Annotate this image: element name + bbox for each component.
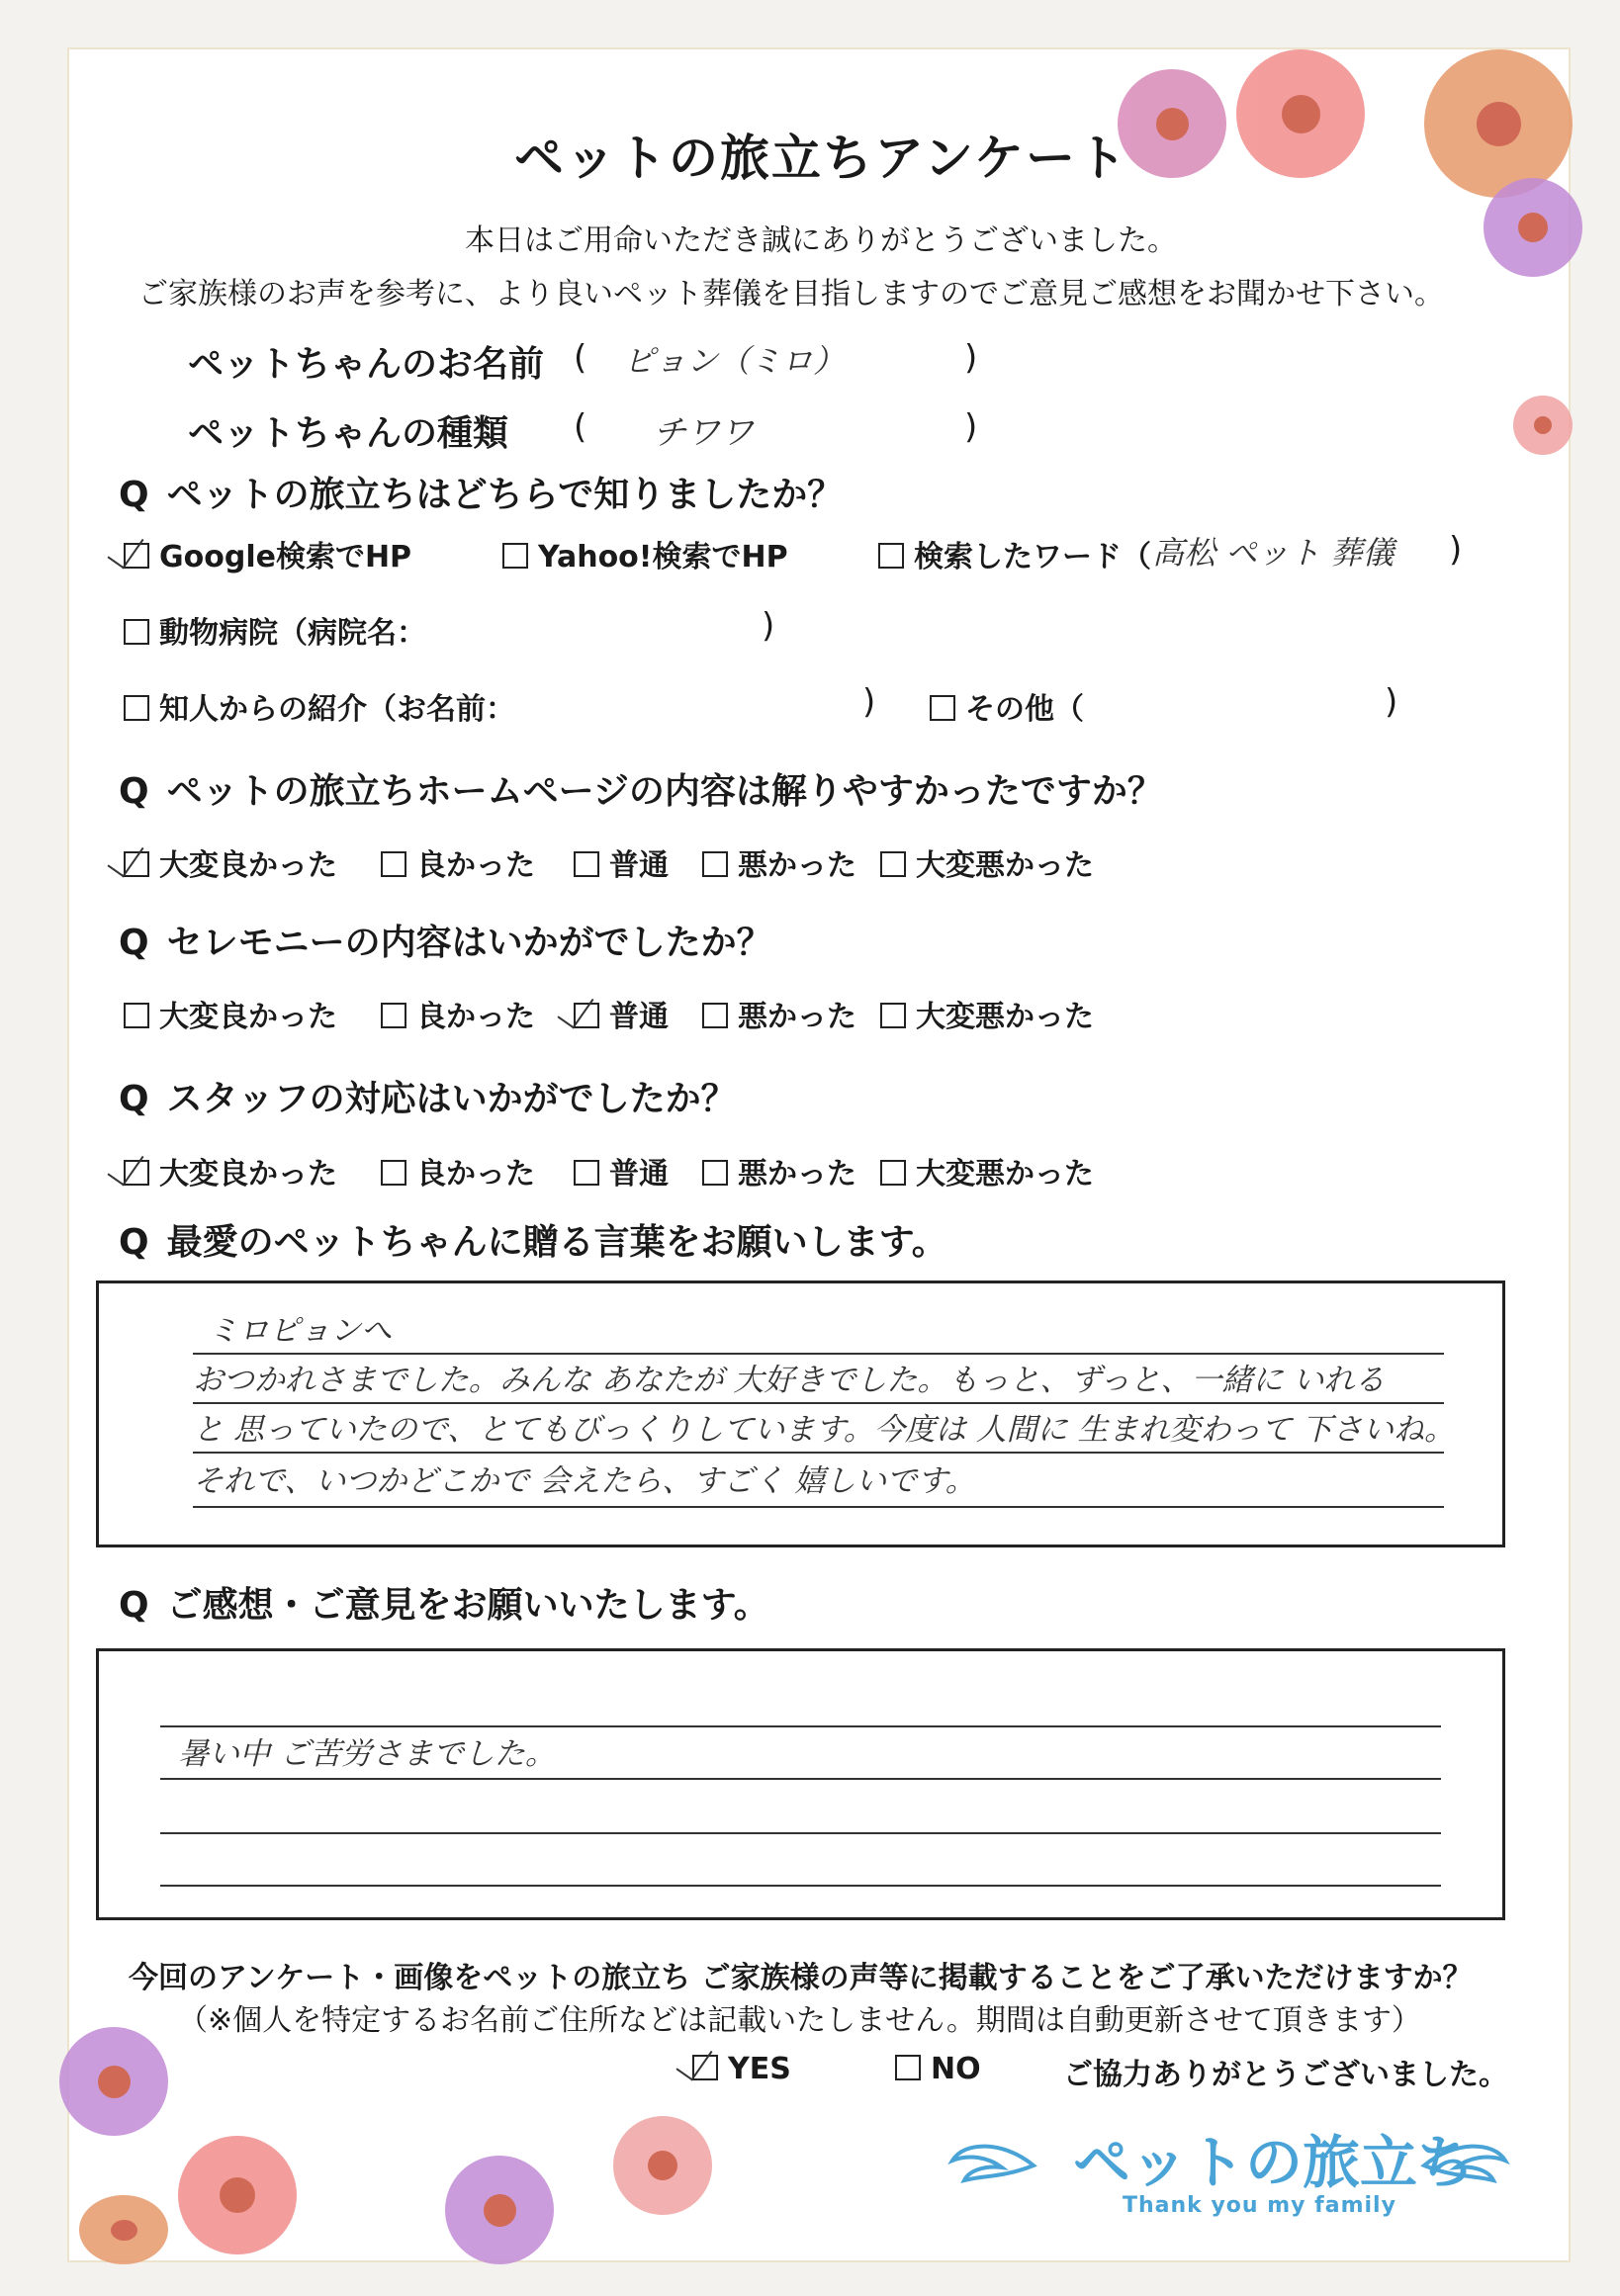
q2-option[interactable] (124, 840, 337, 884)
checkbox[interactable] (502, 543, 528, 569)
q1-search-word-label: 検索したワード（ (914, 540, 1151, 574)
checkbox[interactable] (702, 851, 728, 877)
q2-option[interactable] (880, 840, 1094, 884)
q4-option-label: 普通 (609, 1157, 669, 1192)
q4-option[interactable] (381, 1149, 535, 1192)
checkbox-checked[interactable] (692, 2055, 718, 2080)
q3-option-label: 普通 (609, 1000, 669, 1034)
checkbox[interactable] (381, 1003, 406, 1028)
ruled-line (160, 1885, 1441, 1887)
flower-decoration (1513, 396, 1573, 455)
wing-left-icon (945, 2136, 1043, 2195)
q2-question: ペットの旅立ちホームページの内容は解りやすかったですか？ (166, 771, 1163, 812)
q5-question: 最愛のペットちゃんに贈る言葉をお願いします。 (166, 1222, 947, 1263)
q1-option-hospital[interactable] (124, 608, 426, 652)
consent-yes-label: YES (728, 2052, 791, 2086)
q2-option-label: 大変良かった (159, 848, 337, 883)
q5-line-2: おつかれさまでした。みんな あなたが 大好きでした。もっと、ずっと、一緒に いれる (193, 1363, 1386, 1398)
checkbox[interactable] (124, 619, 149, 645)
paren-close: ) (862, 682, 876, 722)
q3-option[interactable] (702, 992, 856, 1035)
q1-other-label: その他（ (965, 692, 1084, 727)
q3-heading: Q セレモニーの内容はいかがでしたか？ (119, 923, 772, 963)
checkbox-checked[interactable] (124, 851, 149, 877)
checkbox[interactable] (381, 1160, 406, 1186)
q4-heading: Q スタッフの対応はいかがでしたか？ (119, 1079, 737, 1119)
q4-question: スタッフの対応はいかがでしたか？ (166, 1079, 737, 1119)
checkbox[interactable] (702, 1160, 728, 1186)
checkbox-checked[interactable] (574, 1003, 599, 1028)
flower-decoration (1236, 49, 1365, 178)
q1-option-google[interactable] (124, 532, 411, 575)
checkbox[interactable] (880, 1003, 906, 1028)
q3-option-label: 悪かった (738, 1000, 856, 1034)
q5-line-3: と 思っていたので、とてもびっくりしています。今度は 人間に 生まれ変わって 下さいね。 (193, 1412, 1456, 1448)
q4-option[interactable] (702, 1149, 856, 1192)
q2-option-label: 悪かった (738, 848, 856, 883)
q4-option-label: 悪かった (738, 1157, 856, 1192)
intro-line-2: ご家族様のお声を参考に、より良いペット葬儀を目指しますのでご意見ご感想をお聞かせ下さい。 (138, 277, 1444, 311)
q5-line-4: それで、いつかどこかで 会えたら、すごく 嬉しいです。 (193, 1463, 976, 1499)
flower-decoration (59, 2027, 168, 2136)
q6-heading: Q ご感想・ご意見をお願いいたします。 (119, 1585, 769, 1626)
q6-comment-box[interactable] (96, 1648, 1505, 1920)
q3-option[interactable] (381, 992, 535, 1035)
flower-decoration (79, 2195, 168, 2264)
q1-hospital-label: 動物病院（病院名： (159, 616, 426, 651)
q4-option-label: 大変悪かった (916, 1157, 1094, 1192)
q4-option-label: 良かった (416, 1157, 535, 1192)
logo-tagline: Thank you my family (1123, 2193, 1396, 2218)
pet-name-value[interactable]: ピョン（ミロ） (623, 342, 846, 380)
pet-type-label: ペットちゃんの種類 (188, 413, 509, 454)
q1-heading: Q ペットの旅立ちはどちらで知りましたか？ (119, 475, 844, 515)
q4-option-label: 大変良かった (159, 1157, 337, 1192)
q4-option[interactable] (574, 1149, 669, 1192)
ruled-line (160, 1778, 1441, 1780)
checkbox[interactable] (124, 1003, 149, 1028)
pet-type-value[interactable]: チワワ (653, 413, 754, 453)
q1-option-yahoo[interactable] (502, 532, 788, 575)
checkbox[interactable] (574, 851, 599, 877)
flower-decoration (178, 2136, 297, 2254)
q6-line-1: 暑い中 ご苦労さまでした。 (178, 1736, 556, 1772)
q2-option[interactable] (381, 840, 535, 884)
q3-option-label: 大変悪かった (916, 1000, 1094, 1034)
q2-option-label: 普通 (609, 848, 669, 883)
paren-open: ( (574, 338, 587, 378)
checkbox-checked[interactable] (124, 1160, 149, 1186)
q1-option-search-word[interactable] (878, 532, 1151, 575)
consent-note: （※個人を特定するお名前ご住所などは記載いたしません。期間は自動更新させて頂きます） (178, 2003, 1421, 2038)
paren-close: ) (762, 606, 775, 646)
consent-no-label: NO (931, 2052, 981, 2086)
checkbox[interactable] (880, 1160, 906, 1186)
consent-no-option[interactable] (895, 2052, 981, 2086)
paren-close: ) (964, 338, 978, 378)
q1-google-label: Google検索でHP (159, 540, 412, 574)
checkbox[interactable] (124, 695, 149, 721)
checkbox[interactable] (574, 1160, 599, 1186)
checkbox[interactable] (930, 695, 955, 721)
q6-question: ご感想・ご意見をお願いいたします。 (166, 1585, 769, 1626)
ruled-line (160, 1832, 1441, 1834)
page-title: ペットの旅立ちアンケート (514, 130, 1128, 187)
checkbox[interactable] (702, 1003, 728, 1028)
q1-option-other[interactable] (930, 684, 1084, 728)
q2-option[interactable] (702, 840, 856, 884)
q5-heading: Q 最愛のペットちゃんに贈る言葉をお願いします。 (119, 1222, 947, 1263)
q4-option[interactable] (124, 1149, 337, 1192)
checkbox[interactable] (880, 851, 906, 877)
paren-close: ) (1449, 530, 1463, 570)
flower-decoration (1118, 69, 1226, 178)
q3-question: セレモニーの内容はいかがでしたか？ (166, 923, 772, 963)
paren-close: ) (1385, 682, 1398, 722)
q5-message-box[interactable] (96, 1280, 1505, 1547)
consent-yes-option[interactable] (692, 2052, 791, 2086)
q1-option-referral[interactable] (124, 684, 515, 728)
consent-question: 今回のアンケート・画像をペットの旅立ち ご家族様の声等に掲載することをご了承いただけますか？ (129, 1961, 1473, 1995)
q1-referral-label: 知人からの紹介（お名前： (159, 692, 515, 727)
flower-decoration (613, 2116, 712, 2215)
checkbox[interactable] (895, 2055, 921, 2080)
q3-option[interactable] (574, 992, 669, 1035)
ruled-line (193, 1452, 1444, 1454)
ruled-line (193, 1506, 1444, 1508)
q3-option[interactable] (880, 992, 1094, 1035)
checkbox-checked[interactable] (124, 543, 149, 569)
q2-heading: Q ペットの旅立ちホームページの内容は解りやすかったですか？ (119, 771, 1163, 812)
ruled-line (160, 1725, 1441, 1727)
pet-name-label: ペットちゃんのお名前 (188, 344, 545, 385)
q3-option-label: 良かった (416, 1000, 535, 1034)
q2-option[interactable] (574, 840, 669, 884)
q2-option-label: 大変悪かった (916, 848, 1094, 883)
checkbox[interactable] (878, 543, 904, 569)
q4-option[interactable] (880, 1149, 1094, 1192)
thanks-text: ご協力ありがとうございました。 (1063, 2058, 1508, 2092)
flower-decoration (1424, 49, 1573, 198)
paren-close: ) (964, 407, 978, 447)
q1-search-word-value[interactable]: 高松 ペット 葬儀 (1152, 534, 1395, 572)
intro-line-1: 本日はご用命いただき誠にありがとうございました。 (465, 223, 1177, 258)
checkbox[interactable] (381, 851, 406, 877)
q1-yahoo-label: Yahoo!検索でHP (538, 540, 788, 574)
flower-decoration (445, 2156, 554, 2264)
q5-line-1: ミロピョンへ (208, 1313, 392, 1349)
wing-right-icon (1414, 2136, 1513, 2195)
logo-name: ペットの旅立ち (1073, 2129, 1476, 2196)
q3-option[interactable] (124, 992, 337, 1035)
paren-open: ( (574, 407, 587, 447)
q2-option-label: 良かった (416, 848, 535, 883)
q3-option-label: 大変良かった (159, 1000, 337, 1034)
q1-question: ペットの旅立ちはどちらで知りましたか？ (166, 475, 844, 515)
flower-decoration (1484, 178, 1582, 277)
